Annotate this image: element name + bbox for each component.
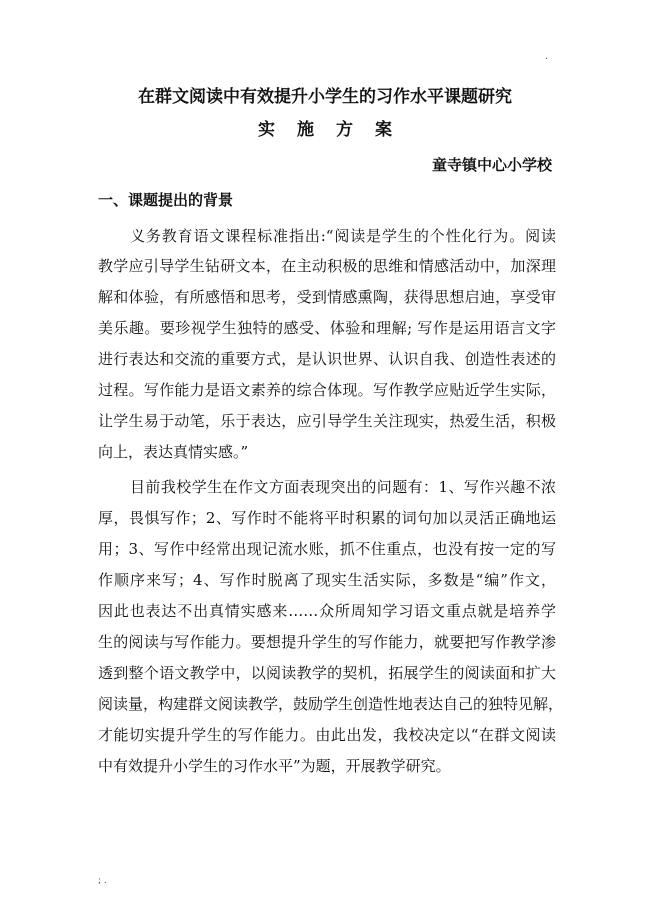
paragraph-line: 过程。写作能力是语文素养的综合体现。写作教学应贴近学生实际， [98,381,556,399]
paragraph-line: 阅读量，构建群文阅读教学，鼓励学生创造性地表达自己的独特见解， [98,695,564,713]
corner-mark-top: . [545,52,548,62]
paragraph-line: 透到整个语文教学中，以阅读教学的契机，拓展学生的阅读面和扩大 [98,664,556,682]
paragraph-line: 让学生易于动笔，乐于表达，应引导学生关注现实，热爱生活，积极 [98,412,556,430]
paragraph-line: 因此也表达不出真情实感来……众所周知学习语文重点就是培养学 [98,602,556,620]
paragraph-line: 解和体验，有所感悟和思考，受到情感熏陶，获得思想启迪，享受审 [98,288,556,306]
document-subtitle: 实施方案 [258,120,414,140]
school-name: 童寺镇中心小学校 [431,156,552,174]
paragraph-line: 用；3、写作中经常出现记流水账，抓不住重点，也没有按一定的写 [98,540,556,558]
paragraph-line: 义务教育语文课程标准指出:“阅读是学生的个性化行为。阅读 [130,227,556,245]
corner-mark-bottom: ; . [98,876,107,886]
paragraph-line: 生的阅读与写作能力。要想提升学生的写作能力，就要把写作教学渗 [98,633,556,651]
paragraph-line: 作顺序来写；4、写作时脱离了现实生活实际，多数是“编”作文， [98,571,556,589]
paragraph-line: 向上，表达真情实感。” [98,443,249,461]
paragraph-line: 教学应引导学生钻研文本，在主动积极的思维和情感活动中，加深理 [98,257,556,275]
document-title: 在群文阅读中有效提升小学生的习作水平课题研究 [138,87,512,107]
paragraph-line: 才能切实提升学生的写作能力。由此出发，我校决定以“在群文阅读 [98,726,556,744]
paragraph-line: 进行表达和交流的重要方式，是认识世界、认识自我、创造性表述的 [98,350,556,368]
paragraph-line: 中有效提升小学生的习作水平”为题，开展教学研究。 [98,757,451,775]
paragraph-line: 目前我校学生在作文方面表现突出的问题有：1、写作兴趣不浓 [130,478,556,496]
paragraph-line: 厚，畏惧写作；2、写作时不能将平时积累的词句加以灵活正确地运 [98,509,556,527]
paragraph-line: 美乐趣。要珍视学生独特的感受、体验和理解; 写作是运用语言文字 [98,319,556,337]
section-heading: 一、课题提出的背景 [98,191,234,209]
